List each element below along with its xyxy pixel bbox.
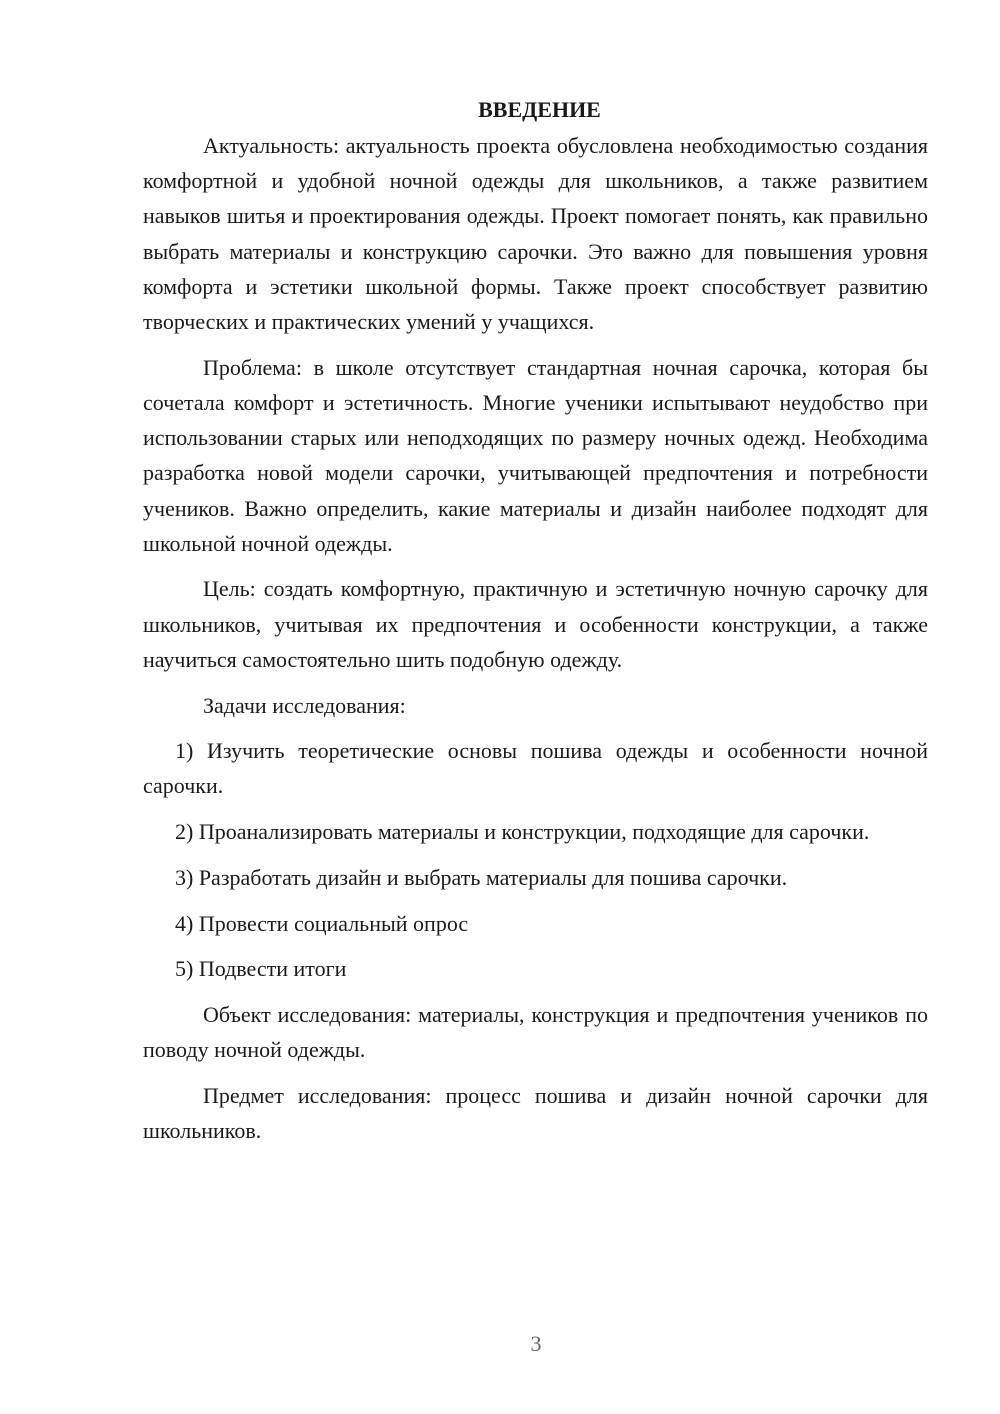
task-item-2: 2) Проанализировать материалы и конструкции, подходящие для сарочки. [175, 819, 870, 845]
paragraph-problem: Проблема: в школе отсутствует стандартная ночная сарочка, которая бы сочетала комфорт и эстетичность. Многие ученики испытывают неудобство при использовании старых или неподходящих по размеру ночных одежд. Необходима разработка новой модели сарочки, учитывающей предпочтения и потребности учеников. Важно определить, какие материалы и дизайн наиболее подходят для школьной ночной одежды. [143, 354, 928, 556]
page-title: ВВЕДЕНИЕ [478, 97, 601, 122]
task-item-3: 3) Разработать дизайн и выбрать материалы для пошива сарочки. [175, 864, 788, 890]
paragraph-object: Объект исследования: материалы, конструкция и предпочтения учеников по поводу ночной одежды. [143, 1001, 928, 1063]
paragraph-subject: Предмет исследования: процесс пошива и дизайн ночной сарочки для школьников. [143, 1082, 928, 1144]
document-page [143, 92, 928, 1159]
page-number: 3 [530, 1331, 542, 1356]
task-item-5: 5) Подвести итоги [175, 956, 347, 982]
paragraph-relevance: Актуальность: актуальность проекта обусловлена необходимостью создания комфортной и удобной ночной одежды для школьников, а также развитием навыков шитья и проектирования одежды. Проект помогает понять, как правильно выбрать материалы и конструкцию сарочки. Это важно для повышения уровня комфорта и эстетики школьной формы. Также проект способствует развитию творческих и практических умений у учащихся. [143, 133, 928, 335]
paragraph-goal: Цель: создать комфортную, практичную и эстетичную ночную сарочку для школьников, учитывая их предпочтения и особенности конструкции, а также научиться самостоятельно шить подобную одежду. [143, 576, 928, 672]
tasks-heading: Задачи исследования: [203, 692, 406, 718]
task-item-1: 1) Изучить теоретические основы пошива одежды и особенности ночной сарочки. [143, 738, 928, 799]
task-item-4: 4) Провести социальный опрос [175, 910, 469, 936]
